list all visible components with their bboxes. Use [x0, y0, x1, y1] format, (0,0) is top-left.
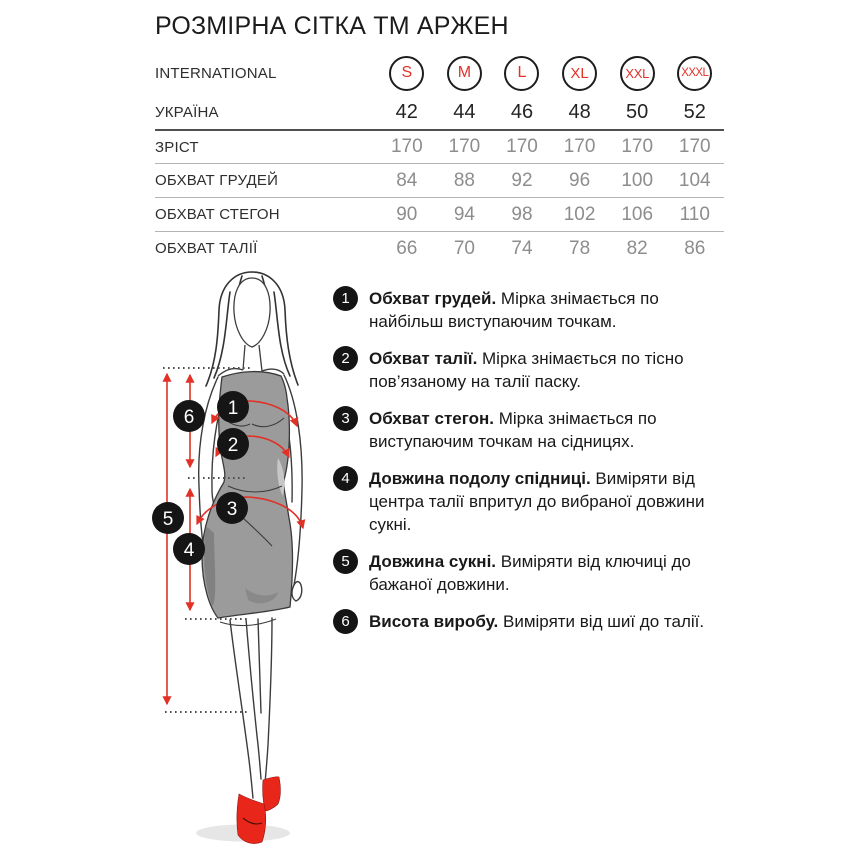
size-value: 110	[679, 203, 710, 225]
legend-text: Висота виробу. Виміряти від шиї до талії.	[369, 612, 705, 631]
figure-badge-1: 1	[227, 398, 239, 419]
table-row	[155, 129, 724, 163]
size-value: 170	[506, 136, 538, 157]
size-column-m	[436, 56, 494, 91]
size-value: 66	[396, 237, 418, 259]
row-label: ОБХВАТ СТЕГОН	[155, 206, 280, 223]
size-circle-badge: XXXL	[677, 56, 712, 91]
table-row	[155, 96, 724, 129]
legend-number-badge: 4	[333, 466, 358, 491]
size-value: 78	[569, 237, 591, 259]
size-value: 84	[396, 169, 418, 191]
figure-badge-2: 2	[227, 435, 239, 456]
size-value: 46	[510, 101, 534, 123]
size-value: 44	[453, 101, 476, 123]
size-column-s	[378, 56, 436, 91]
size-value: 170	[621, 136, 654, 157]
legend-item	[333, 467, 728, 536]
size-value: 90	[396, 203, 418, 225]
row-label: ОБХВАТ ТАЛІЇ	[155, 240, 258, 257]
size-value: 88	[453, 169, 475, 191]
size-value: 102	[563, 203, 596, 225]
size-value: 106	[621, 203, 654, 225]
size-value: 98	[511, 203, 533, 225]
figure-badge-3: 3	[226, 499, 238, 520]
measurement-figure-illustration	[150, 258, 340, 850]
table-row-international	[155, 50, 724, 96]
legend-item	[333, 287, 728, 333]
size-value: 70	[453, 237, 475, 259]
legend-number-badge: 5	[333, 549, 358, 574]
size-value: 42	[395, 101, 418, 123]
legend-text: Довжина подолу спідниці. Виміряти від центра талії впритул до вибраної довжини сукні.	[369, 469, 705, 534]
legend-item	[333, 407, 728, 453]
figure-badge-5: 5	[162, 509, 174, 530]
table-row	[155, 197, 724, 231]
legend-item	[333, 347, 728, 393]
size-value: 170	[563, 136, 596, 157]
size-value: 104	[678, 169, 711, 191]
legend-item	[333, 610, 728, 634]
size-value: 52	[683, 101, 706, 123]
size-column-xxxl	[666, 56, 724, 91]
size-circle-badge: S	[389, 56, 424, 91]
figure-badge-4: 4	[183, 540, 195, 561]
legend-text: Довжина сукні. Виміряти від ключиці до бажаної довжини.	[369, 552, 691, 594]
legend-number-badge: 2	[333, 346, 358, 371]
legend-text: Обхват талії. Мірка знімається по тісно пов’язаному на талії паску.	[369, 349, 684, 391]
size-value: 48	[568, 101, 591, 123]
size-circle-badge: L	[504, 56, 539, 91]
size-circle-badge: XL	[562, 56, 597, 91]
legend-number-badge: 1	[333, 286, 358, 311]
row-label: ОБХВАТ ГРУДЕЙ	[155, 172, 279, 189]
size-value: 170	[448, 136, 481, 157]
size-column-xxl	[608, 56, 666, 91]
size-table	[155, 50, 724, 265]
legend-text: Обхват стегон. Мірка знімається по виступаючим точкам на сідницях.	[369, 409, 657, 451]
size-table-rows	[155, 96, 724, 265]
size-value: 170	[678, 136, 711, 157]
row-label: УКРАЇНА	[155, 104, 219, 121]
size-value: 50	[626, 101, 649, 123]
size-circle-badge: M	[447, 56, 482, 91]
size-value: 86	[684, 237, 706, 259]
legend-number-badge: 3	[333, 406, 358, 431]
size-column-l	[493, 56, 551, 91]
row-label-international: INTERNATIONAL	[155, 64, 277, 82]
size-value: 82	[626, 237, 648, 259]
figure-badge-6: 6	[183, 407, 195, 428]
size-column-xl	[551, 56, 609, 91]
size-value: 100	[621, 169, 654, 191]
size-value: 74	[511, 237, 533, 259]
size-circle-badge: XXL	[620, 56, 655, 91]
page-title: РОЗМІРНА СІТКА ТМ АРЖЕН	[155, 12, 509, 40]
size-value: 92	[511, 169, 533, 191]
size-value: 94	[453, 203, 475, 225]
size-value: 170	[390, 136, 423, 157]
table-row	[155, 163, 724, 197]
legend-number-badge: 6	[333, 609, 358, 634]
row-label: ЗРІСТ	[155, 138, 199, 156]
size-value: 96	[569, 169, 591, 191]
legend-text: Обхват грудей. Мірка знімається по найбільш виступаючим точкам.	[369, 289, 659, 331]
legend-item	[333, 550, 728, 596]
measurement-legend	[333, 287, 728, 648]
figure-legs	[230, 618, 272, 798]
